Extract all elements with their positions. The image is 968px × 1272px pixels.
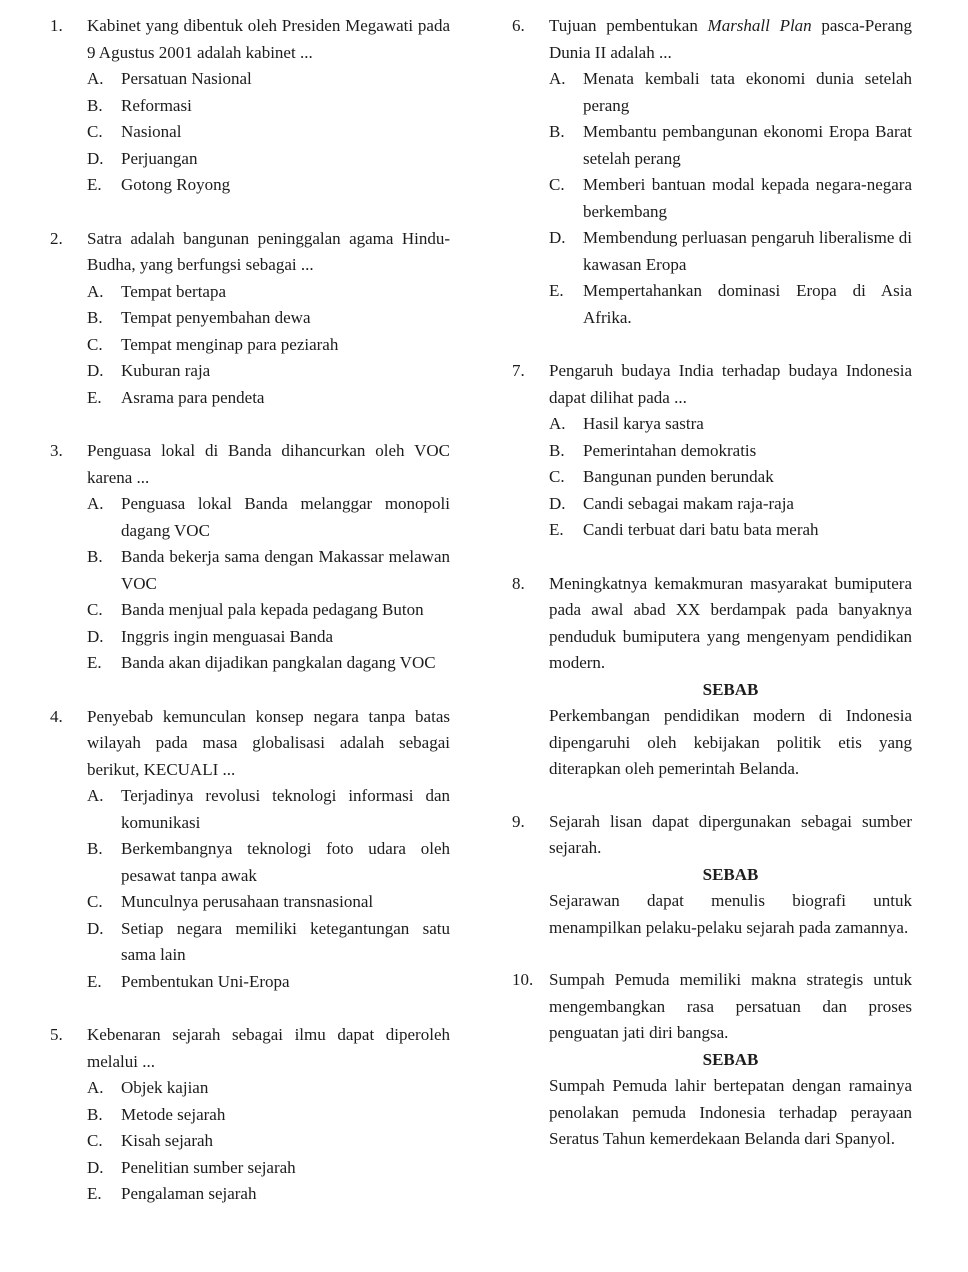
option-a[interactable]	[87, 491, 450, 544]
option-list	[50, 66, 450, 199]
question-number: 6.	[512, 16, 525, 35]
spacer	[512, 783, 912, 809]
option-text: Kuburan raja	[121, 361, 211, 380]
question-number: 2.	[50, 228, 63, 248]
question-6	[512, 13, 912, 331]
option-letter: A.	[87, 69, 104, 88]
question-number: 1.	[50, 16, 63, 35]
option-letter: D.	[87, 918, 104, 938]
option-letter: C.	[87, 892, 103, 911]
option-letter: C.	[87, 334, 103, 354]
option-letter: A.	[87, 494, 104, 513]
option-letter: D.	[87, 1157, 104, 1177]
option-letter: C.	[87, 1131, 103, 1150]
right-column	[512, 13, 912, 1153]
option-text: Pengalaman sejarah	[121, 1184, 257, 1203]
option-c[interactable]	[87, 889, 450, 916]
option-letter: E.	[87, 175, 102, 194]
option-b[interactable]	[87, 544, 450, 597]
option-text: Kisah sejarah	[121, 1131, 214, 1150]
option-text: Membendung perluasan pengaruh liberalisme di kawasan Eropa	[583, 228, 912, 274]
spacer	[512, 941, 912, 967]
option-list	[50, 491, 450, 677]
option-letter: C.	[549, 467, 565, 486]
question-text-italic: Marshall Plan	[707, 16, 812, 35]
question-1	[50, 13, 450, 199]
option-text: Menata kembali tata ekonomi dunia setelah perang	[583, 69, 912, 115]
option-d[interactable]	[87, 1155, 450, 1182]
option-list	[50, 1075, 450, 1208]
option-letter: E.	[87, 971, 102, 991]
option-text: Banda bekerja sama dengan Makassar melawan VOC	[121, 547, 450, 593]
option-letter: C.	[87, 600, 103, 619]
question-text	[549, 13, 912, 66]
reason-text: Sumpah Pemuda lahir bertepatan dengan ramainya penolakan pemuda Indonesia terhadap perayaan Seratus Tahun kemerdekaan Belanda dari Spanyol.	[549, 1076, 912, 1148]
left-column	[50, 13, 450, 1208]
option-c[interactable]	[549, 172, 912, 225]
option-text: Candi sebagai makam raja-raja	[583, 493, 794, 513]
option-letter: D.	[87, 361, 104, 380]
option-letter: B.	[87, 839, 103, 858]
question-number: 5.	[50, 1025, 63, 1044]
option-text: Hasil karya sastra	[583, 414, 704, 433]
option-text: Persatuan Nasional	[121, 69, 252, 88]
option-text: Perjuangan	[121, 148, 198, 168]
option-text: Inggris ingin menguasai Banda	[121, 626, 333, 646]
question-3	[50, 438, 450, 677]
option-c[interactable]	[87, 597, 450, 624]
option-letter: D.	[549, 493, 566, 513]
option-text: Munculnya perusahaan transnasional	[121, 892, 374, 911]
question-number: 10.	[512, 970, 534, 989]
option-text: Berkembangnya teknologi foto udara oleh pesawat tanpa awak	[121, 839, 450, 885]
option-b[interactable]	[549, 119, 912, 172]
spacer	[512, 544, 912, 571]
option-text: Membantu pembangunan ekonomi Eropa Barat setelah perang	[583, 122, 912, 168]
option-letter: B.	[87, 1104, 103, 1124]
question-text: Pengaruh budaya India terhadap budaya Indonesia dapat dilihat pada ...	[549, 361, 912, 407]
option-c[interactable]	[87, 1128, 450, 1155]
option-e[interactable]	[549, 517, 912, 544]
option-text: Setiap negara memiliki ketegantungan satu sama lain	[121, 918, 450, 964]
option-a[interactable]	[549, 411, 912, 438]
option-text: Objek kajian	[121, 1078, 209, 1097]
question-10	[512, 967, 912, 1153]
spacer	[50, 677, 450, 704]
option-letter: B.	[87, 308, 103, 327]
option-text: Tempat menginap para peziarah	[121, 334, 339, 354]
option-d[interactable]	[549, 225, 912, 278]
option-d[interactable]	[87, 358, 450, 385]
question-5	[50, 1022, 450, 1208]
option-text: Penelitian sumber sejarah	[121, 1157, 296, 1177]
spacer	[512, 331, 912, 358]
option-d[interactable]	[549, 491, 912, 518]
reason-text: Sejarawan dapat menulis biografi untuk menampilkan pelaku-pelaku sejarah pada zamannya.	[549, 891, 912, 937]
option-c[interactable]	[549, 464, 912, 491]
option-list	[50, 783, 450, 995]
option-e[interactable]	[87, 1181, 450, 1208]
option-a[interactable]	[87, 66, 450, 93]
option-c[interactable]	[87, 332, 450, 359]
question-text: Kebenaran sejarah sebagai ilmu dapat diperoleh melalui ...	[87, 1025, 450, 1071]
option-letter: A.	[549, 414, 566, 433]
option-list	[512, 66, 912, 331]
option-letter: C.	[87, 122, 103, 141]
question-text: Satra adalah bangunan peninggalan agama Hindu-Budha, yang berfungsi sebagai ...	[87, 228, 450, 274]
question-number: 9.	[512, 811, 525, 831]
reason-text: Perkembangan pendidikan modern di Indonesia dipengaruhi oleh kebijakan politik etis yang diterapkan oleh pemerintah Belanda.	[549, 706, 912, 778]
option-text: Metode sejarah	[121, 1104, 226, 1124]
option-letter: D.	[87, 148, 104, 168]
option-text: Banda akan dijadikan pangkalan dagang VOC	[121, 653, 436, 672]
question-number: 4.	[50, 706, 63, 726]
option-letter: A.	[87, 786, 104, 805]
option-e[interactable]	[87, 650, 450, 677]
question-number: 7.	[512, 361, 525, 380]
question-text: Penyebab kemunculan konsep negara tanpa batas wilayah pada masa globalisasi adalah sebagai berikut, KECUALI ...	[87, 706, 450, 779]
option-letter: A.	[87, 1078, 104, 1097]
option-list	[512, 411, 912, 544]
option-letter: B.	[549, 440, 565, 460]
option-text: Nasional	[121, 122, 182, 141]
question-number: 3.	[50, 441, 63, 460]
question-9	[512, 809, 912, 942]
option-d[interactable]	[87, 916, 450, 969]
option-text: Tempat penyembahan dewa	[121, 308, 311, 327]
option-b[interactable]	[549, 438, 912, 465]
option-letter: B.	[87, 95, 103, 115]
option-letter: E.	[87, 387, 102, 407]
option-list	[50, 279, 450, 412]
option-letter: A.	[549, 69, 566, 88]
option-b[interactable]	[87, 836, 450, 889]
option-text: Tempat bertapa	[121, 281, 227, 301]
question-text: Sejarah lisan dapat dipergunakan sebagai sumber sejarah.	[549, 811, 912, 857]
option-text: Reformasi	[121, 95, 192, 115]
sebab-label: SEBAB	[702, 679, 759, 699]
question-text: Penguasa lokal di Banda dihancurkan oleh VOC karena ...	[87, 441, 450, 487]
option-letter: C.	[549, 175, 565, 194]
sebab-label: SEBAB	[702, 864, 759, 884]
option-text: Mempertahankan dominasi Eropa di Asia Afrika.	[583, 281, 912, 327]
option-e[interactable]	[87, 969, 450, 996]
option-e[interactable]	[87, 172, 450, 199]
option-a[interactable]	[549, 66, 912, 119]
option-letter: E.	[87, 653, 102, 672]
option-a[interactable]	[87, 1075, 450, 1102]
option-text: Bangunan punden berundak	[583, 467, 774, 486]
option-text: Memberi bantuan modal kepada negara-negara berkembang	[583, 175, 912, 221]
option-letter: E.	[549, 281, 564, 300]
option-text: Penguasa lokal Banda melanggar monopoli dagang VOC	[121, 494, 450, 540]
option-d[interactable]	[87, 146, 450, 173]
option-text: Asrama para pendeta	[121, 387, 265, 407]
spacer	[50, 199, 450, 226]
question-4	[50, 704, 450, 996]
sebab-label: SEBAB	[702, 1049, 759, 1069]
option-c[interactable]	[87, 119, 450, 146]
question-text: Meningkatnya kemakmuran masyarakat bumiputera pada awal abad XX berdampak pada banyaknya penduduk bumiputera yang mengenyam pendidikan modern.	[549, 573, 912, 672]
option-letter: D.	[549, 228, 566, 247]
option-text: Terjadinya revolusi teknologi informasi dan komunikasi	[121, 786, 450, 832]
option-b[interactable]	[87, 305, 450, 332]
option-text: Pembentukan Uni-Eropa	[121, 971, 290, 991]
option-b[interactable]	[87, 93, 450, 120]
option-text: Banda menjual pala kepada pedagang Buton	[121, 600, 424, 619]
question-2	[50, 226, 450, 412]
question-text-start: Tujuan pembentukan	[549, 16, 708, 35]
option-text: Gotong Royong	[121, 175, 231, 194]
option-letter: A.	[87, 281, 104, 301]
option-a[interactable]	[87, 279, 450, 306]
question-text: Kabinet yang dibentuk oleh Presiden Megawati pada 9 Agustus 2001 adalah kabinet ...	[87, 16, 450, 62]
option-e[interactable]	[549, 278, 912, 331]
option-letter: D.	[87, 626, 104, 646]
option-text: Candi terbuat dari batu bata merah	[583, 520, 819, 539]
question-text-end: pasca-Perang Dunia II adalah ...	[549, 16, 913, 62]
option-e[interactable]	[87, 385, 450, 412]
option-text: Pemerintahan demokratis	[583, 440, 757, 460]
option-b[interactable]	[87, 1102, 450, 1129]
option-letter: E.	[87, 1184, 102, 1203]
question-7	[512, 358, 912, 544]
option-letter: B.	[549, 122, 565, 141]
option-d[interactable]	[87, 624, 450, 651]
question-number: 8.	[512, 573, 525, 593]
question-text: Sumpah Pemuda memiliki makna strategis untuk mengembangkan rasa persatuan dan proses penguatan jati diri bangsa.	[549, 970, 912, 1042]
option-a[interactable]	[87, 783, 450, 836]
question-8	[512, 571, 912, 783]
spacer	[50, 995, 450, 1022]
option-letter: E.	[549, 520, 564, 539]
option-letter: B.	[87, 547, 103, 566]
spacer	[50, 411, 450, 438]
